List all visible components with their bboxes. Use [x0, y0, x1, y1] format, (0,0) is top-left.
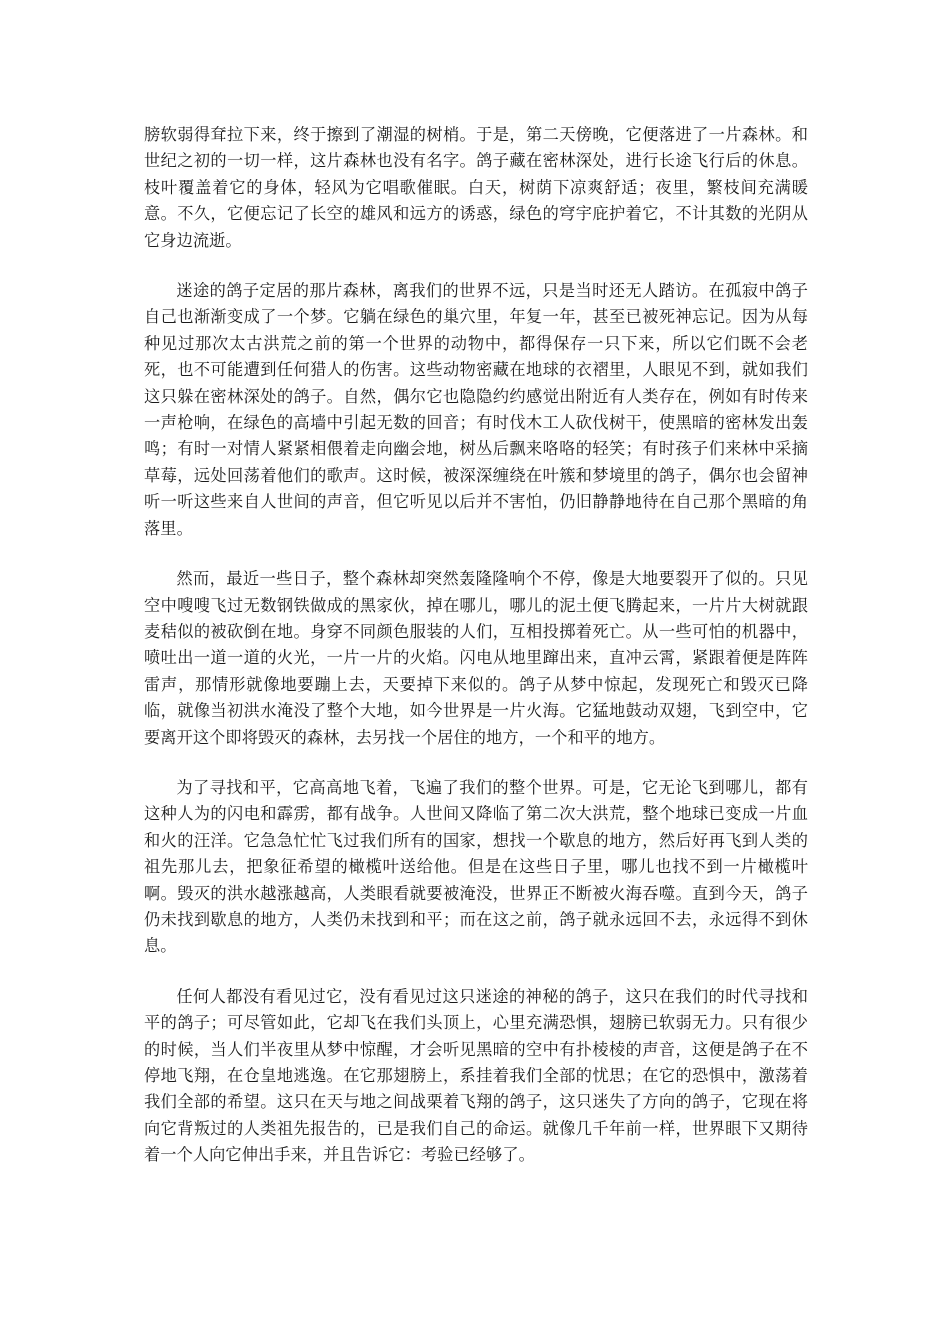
paragraph-5: 任何人都没有看见过它，没有看见过这只迷途的神秘的鸽子，这只在我们的时代寻找和平的鸽子；可尽管如此，它却飞在我们头顶上，心里充满恐惧，翅膀已软弱无力。只有很少的时候，当人们半夜里从梦中惊醒，才会听见黑暗的空中有扑棱棱的声音，这便是鸽子在不停地飞翔，在仓皇地逃逸。在它那翅膀上，系挂着我们全部的忧思；在它的恐惧中，激荡着我们全部的希望。这只在天与地之间战栗着飞翔的鸽子，这只迷失了方向的鸽子，它现在将向它背叛过的人类祖先报告的，已是我们自己的命运。就像几千年前一样，世界眼下又期待着一个人向它伸出手来，并且告诉它：考验已经够了。 [144, 986, 808, 1165]
paragraph-1: 膀软弱得耷拉下来，终于擦到了潮湿的树梢。于是，第二天傍晚，它便落进了一片森林。和世纪之初的一切一样，这片森林也没有名字。鸽子藏在密林深处，进行长途飞行后的休息。枝叶覆盖着它的身体，轻风为它唱歌催眠。白天，树荫下凉爽舒适；夜里，繁枝间充满暖意。不久，它便忘记了长空的雄风和远方的诱惑，绿色的穹宇庇护着它，不计其数的光阴从它身边流逝。 [144, 125, 808, 250]
paragraph-2: 迷途的鸽子定居的那片森林，离我们的世界不远，只是当时还无人踏访。在孤寂中鸽子自己也渐渐变成了一个梦。它躺在绿色的巢穴里，年复一年，甚至已被死神忘记。因为从每种见过那次太古洪荒之前的第一个世界的动物中，都得保存一只下来，所以它们既不会老死，也不可能遭到任何猎人的伤害。这些动物密藏在地球的衣褶里，人眼见不到，就如我们这只躲在密林深处的鸽子。自然，偶尔它也隐隐约约感觉出附近有人类存在，例如有时传来一声枪响，在绿色的高墙中引起无数的回音；有时伐木工人砍伐树干，使黑暗的密林发出轰鸣；有时一对情人紧紧相偎着走向幽会地，树丛后飘来咯咯的轻笑；有时孩子们来林中采摘草莓，远处回荡着他们的歌声。这时候，被深深缠绕在叶簇和梦境里的鸽子，偶尔也会留神听一听这些来自人世间的声音，但它听见以后并不害怕，仍旧静静地待在自己那个黑暗的角落里。 [144, 281, 808, 538]
document-body [144, 122, 808, 1193]
paragraph-3: 然而，最近一些日子，整个森林却突然轰隆隆响个不停，像是大地要裂开了似的。只见空中嗖嗖飞过无数钢铁做成的黑家伙，掉在哪儿，哪儿的泥土便飞腾起来，一片片大树就跟麦秸似的被砍倒在地。身穿不同颜色服装的人们，互相投掷着死亡。从一些可怕的机器中，喷吐出一道一道的火光，一片一片的火焰。闪电从地里蹿出来，直冲云霄，紧跟着便是阵阵雷声，那情形就像地要蹦上去，天要掉下来似的。鸽子从梦中惊起，发现死亡和毁灭已降临，就像当初洪水淹没了整个大地，如今世界是一片火海。它猛地鼓动双翅，飞到空中，它要离开这个即将毁灭的森林，去另找一个居住的地方，一个和平的地方。 [144, 569, 808, 747]
paragraph-4: 为了寻找和平，它高高地飞着，飞遍了我们的整个世界。可是，它无论飞到哪儿，都有这种人为的闪电和霹雳，都有战争。人世间又降临了第二次大洪荒，整个地球已变成一片血和火的汪洋。它急急忙忙飞过我们所有的国家，想找一个歇息的地方，然后好再飞到人类的祖先那儿去，把象征希望的橄榄叶送给他。但是在这些日子里，哪儿也找不到一片橄榄叶啊。毁灭的洪水越涨越高，人类眼看就要被淹没，世界正不断被火海吞噬。直到今天，鸽子仍未找到歇息的地方，人类仍未找到和平；而在这之前，鸽子就永远回不去，永远得不到休息。 [144, 777, 808, 956]
